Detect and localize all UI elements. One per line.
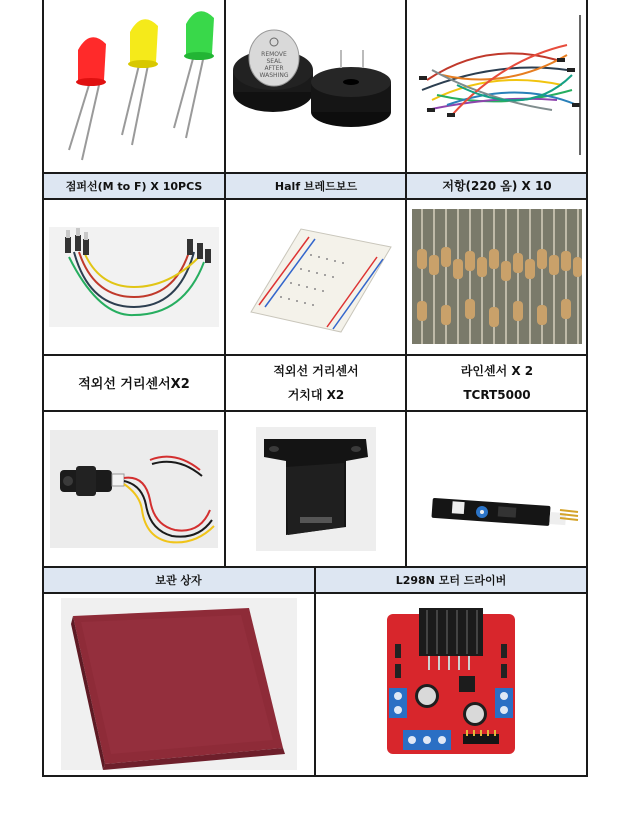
row-divider-4 bbox=[42, 410, 588, 412]
label-line-sensor-line-2: TCRT5000 bbox=[463, 387, 531, 402]
components-table bbox=[42, 0, 588, 776]
label-ir-sensor-mount-line-1: 적외선 거리센서 bbox=[273, 363, 359, 378]
jumper-wires-bundle-image bbox=[407, 0, 587, 172]
label-storage-box: 보관 상자 bbox=[43, 567, 314, 592]
column-divider-2 bbox=[405, 0, 407, 567]
buzzer-sticker-line-2: SEAL bbox=[266, 58, 282, 65]
storage-box-image bbox=[61, 598, 297, 770]
row-divider-2 bbox=[42, 198, 588, 200]
label-jumper-wire: 점퍼선(M to F) X 10PCS bbox=[43, 173, 225, 198]
label-line-sensor-line-1: 라인센서 X 2 bbox=[460, 363, 534, 378]
label-resistor: 저항(220 옴) X 10 bbox=[407, 173, 587, 198]
jumper-mf-image-cell bbox=[44, 199, 224, 354]
led-image-cell bbox=[44, 0, 224, 172]
table-border-bottom bbox=[42, 775, 588, 777]
l298n-motor-driver-image bbox=[381, 604, 521, 764]
ir-mount-image-cell bbox=[226, 411, 405, 566]
half-breadboard-image-cell bbox=[226, 199, 405, 354]
ir-distance-sensor-image bbox=[50, 430, 218, 548]
buzzer-sticker-line-4: WASHING bbox=[259, 72, 289, 79]
buzzer-sticker-line-3: AFTER bbox=[264, 65, 284, 72]
led-image bbox=[44, 0, 224, 172]
table-border-left bbox=[42, 0, 44, 777]
storage-box-image-cell bbox=[44, 593, 314, 775]
line-sensor-image-cell bbox=[407, 411, 587, 566]
label-l298n-motor-driver: L298N 모터 드라이버 bbox=[315, 567, 587, 592]
line-sensor-module-image bbox=[412, 414, 582, 564]
column-divider-1 bbox=[224, 0, 226, 567]
row-divider-1 bbox=[42, 172, 588, 174]
resistor-image bbox=[412, 209, 582, 344]
table-border-right bbox=[586, 0, 588, 777]
half-breadboard-image bbox=[231, 217, 401, 337]
column-divider-bottom bbox=[314, 567, 316, 777]
resistor-image-cell bbox=[407, 199, 587, 354]
label-ir-sensor-mount bbox=[226, 355, 406, 410]
row-divider-3 bbox=[42, 354, 588, 356]
ir-sensor-image-cell bbox=[44, 411, 224, 566]
buzzer-sticker-line-1: REMOVE bbox=[261, 51, 287, 58]
motor-driver-image-cell bbox=[315, 593, 587, 775]
label-line-sensor bbox=[407, 355, 587, 410]
jumper-wires-image-cell bbox=[407, 0, 587, 172]
label-ir-distance-sensor: 적외선 거리센서X2 bbox=[78, 377, 190, 392]
buzzer-image bbox=[226, 0, 405, 172]
row-divider-5 bbox=[42, 566, 588, 568]
ir-sensor-mount-image bbox=[256, 427, 376, 551]
buzzer-image-cell bbox=[226, 0, 405, 172]
label-half-breadboard: Half 브레드보드 bbox=[226, 173, 406, 198]
label-ir-sensor-mount-line-2: 거치대 X2 bbox=[287, 387, 345, 402]
jumper-mf-image bbox=[49, 227, 219, 327]
row-divider-6 bbox=[42, 592, 588, 594]
